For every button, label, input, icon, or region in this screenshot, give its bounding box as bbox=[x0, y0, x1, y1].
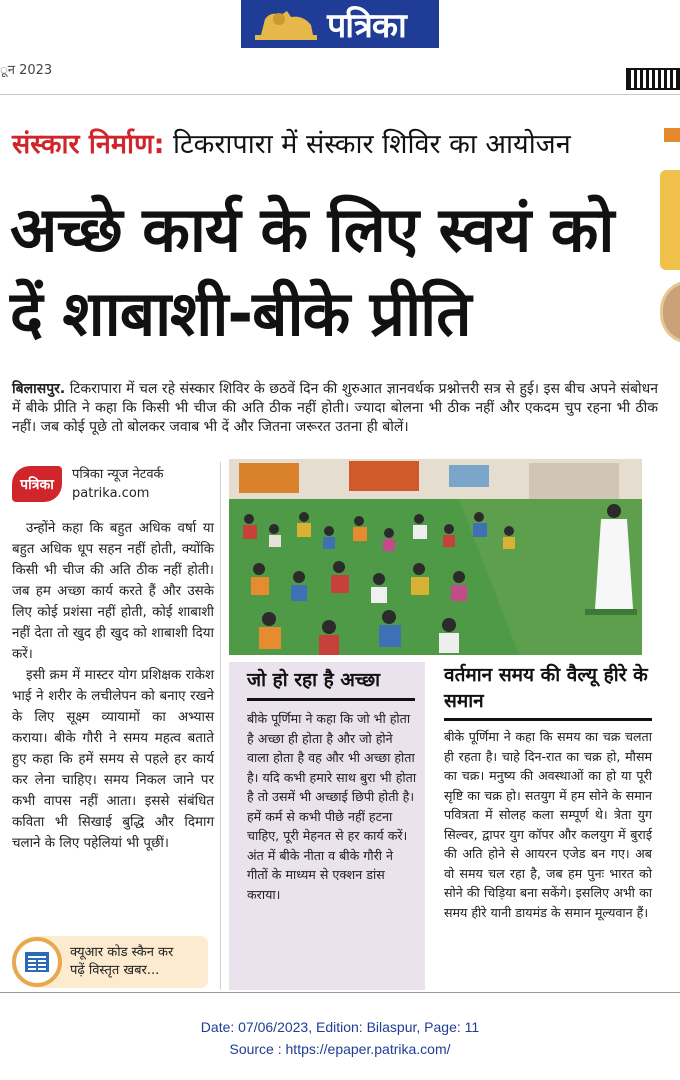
newspaper-icon bbox=[12, 937, 62, 987]
footer-source-link[interactable]: Source : https://epaper.patrika.com/ bbox=[229, 1041, 451, 1057]
top-divider bbox=[0, 94, 680, 95]
byline-agency: पत्रिका न्यूज नेटवर्क bbox=[72, 467, 164, 482]
body-paragraph: इसी क्रम में मास्टर योग प्रशिक्षक राकेश भाई ने शरीर के लचीलेपन को बनाए रखने के लिए सूक्ष्म व्यायामों का अभ्यास कराया। बीके गौरी ने समय महत्व बताते हुए कहा कि हमें समय से पहले हर कार्य कर लेना चाहिए। समय निकल जाने पर कभी वापस नहीं आता। इससे संबंधित कविता भी सिखाई बुद्धि और दिमाग चलाने के लिए पहेलियां भी पूछीं। bbox=[12, 668, 214, 851]
yoga-session-photo-icon bbox=[229, 459, 642, 655]
cta-line-2: पढ़ें विस्तृत खबर... bbox=[70, 963, 160, 978]
lead-paragraph bbox=[12, 380, 658, 437]
qr-code-icon bbox=[626, 68, 680, 90]
kicker bbox=[12, 124, 571, 161]
body-paragraph: उन्होंने कहा कि बहुत अधिक वर्षा या बहुत अधिक धूप सहन नहीं होती, क्योंकि किसी भी चीज की अति ठीक नहीं होती। जब हम अच्छा कार्य करते हैं और उसके लिए कोई प्रशंसा नहीं होती, कोई शाबाशी नहीं देता तो खुद ही खुद को शाबाशी दिया करें। bbox=[12, 521, 214, 662]
headline: अच्छे कार्य के लिए स्वयं को दें शाबाशी-बीके प्रीति bbox=[10, 193, 614, 350]
byline bbox=[12, 462, 214, 506]
source-footer bbox=[0, 1016, 680, 1060]
subsection bbox=[444, 662, 652, 922]
article-body bbox=[12, 518, 214, 854]
bottom-divider bbox=[0, 992, 680, 993]
dateline: बिलासपुर. bbox=[12, 381, 66, 397]
sidebar-text: बीके पूर्णिमा ने कहा कि जो भी होता है अच्छा ही होता है और जो होने वाला होता है वह और भी अच्छा होता है। यदि कभी हमारे साथ बुरा भी होता है तो उसमें भी अच्छाई छिपी होती है। हमें कर्म से कभी पीछे नहीं हटना चाहिए, पूरी मेहनत से हर कार्य करें। अंत में बीके नीता व बीके गौरी ने गीतों के माध्यम से एक्शन डांस कराया। bbox=[247, 711, 417, 902]
adjacent-article-photo bbox=[660, 280, 680, 344]
article-column-1 bbox=[12, 462, 214, 854]
sidebar-heading: जो हो रहा है अच्छा bbox=[247, 669, 381, 691]
masthead-title: पत्रिका bbox=[327, 6, 406, 46]
lead-text: टिकरापारा में चल रहे संस्कार शिविर के छठवें दिन की शुरुआत ज्ञानवर्धक प्रश्नोत्तरी सत्र से हुई। इस बीच अपने संबोधन में बीके प्रीति ने कहा कि किसी भी चीज की अति ठीक नहीं होती। ज्यादा बोलना भी ठीक नहीं और एकदम चुप रहना भी ठीक नहीं। जब कोई पूछे तो बोलकर जवाब भी दें और जितना जरूरत उतना ही बोलें। bbox=[12, 381, 659, 435]
sidebar-box bbox=[229, 662, 425, 990]
column-divider bbox=[220, 462, 221, 990]
subsection-rule bbox=[444, 718, 652, 721]
subsection-heading: वर्तमान समय की वैल्यू हीरे के समान bbox=[444, 664, 648, 712]
event-photo bbox=[229, 459, 642, 655]
masthead bbox=[241, 0, 439, 48]
lion-emblem-icon bbox=[251, 5, 321, 43]
qr-scan-callout[interactable] bbox=[12, 936, 208, 988]
page-date-strip: ून 2023 bbox=[0, 63, 53, 78]
subsection-text: बीके पूर्णिमा ने कहा कि समय का चक्र चलता ही रहता है। चाहे दिन-रात का चक्र हो, मौसम का चक्र। मनुष्य की अवस्थाओं का हो या पूरी सृष्टि का चक्र हो। सतयुग में हम सोने के समान पवित्रता में सोलह कला सम्पूर्ण थे। त्रेता युग सिल्वर, द्वापर युग कॉपर और कलयुग में बुराई की अति होने से आयरन एजेड बन गए। अब वो समय चल रहा है, जब हम पुनः भारत को सोने की चिड़िया बना सकेंगे। इसलिए अभी का समय हीरे यानी डायमंड के समान मूल्यवान हैं। bbox=[444, 729, 652, 920]
kicker-category: संस्कार निर्माण bbox=[12, 129, 154, 160]
adjacent-article-strip bbox=[660, 170, 680, 270]
byline-site: patrika.com bbox=[72, 486, 150, 501]
kicker-text: टिकरापारा में संस्कार शिविर का आयोजन bbox=[172, 129, 571, 160]
cta-line-1: क्यूआर कोड स्कैन कर bbox=[70, 945, 174, 960]
edge-decoration bbox=[664, 128, 680, 142]
patrika-logo-icon: पत्रिका bbox=[12, 466, 62, 502]
kicker-separator: : bbox=[153, 129, 165, 160]
footer-date-edition: Date: 07/06/2023, Edition: Bilaspur, Page: 11 bbox=[200, 1019, 480, 1035]
